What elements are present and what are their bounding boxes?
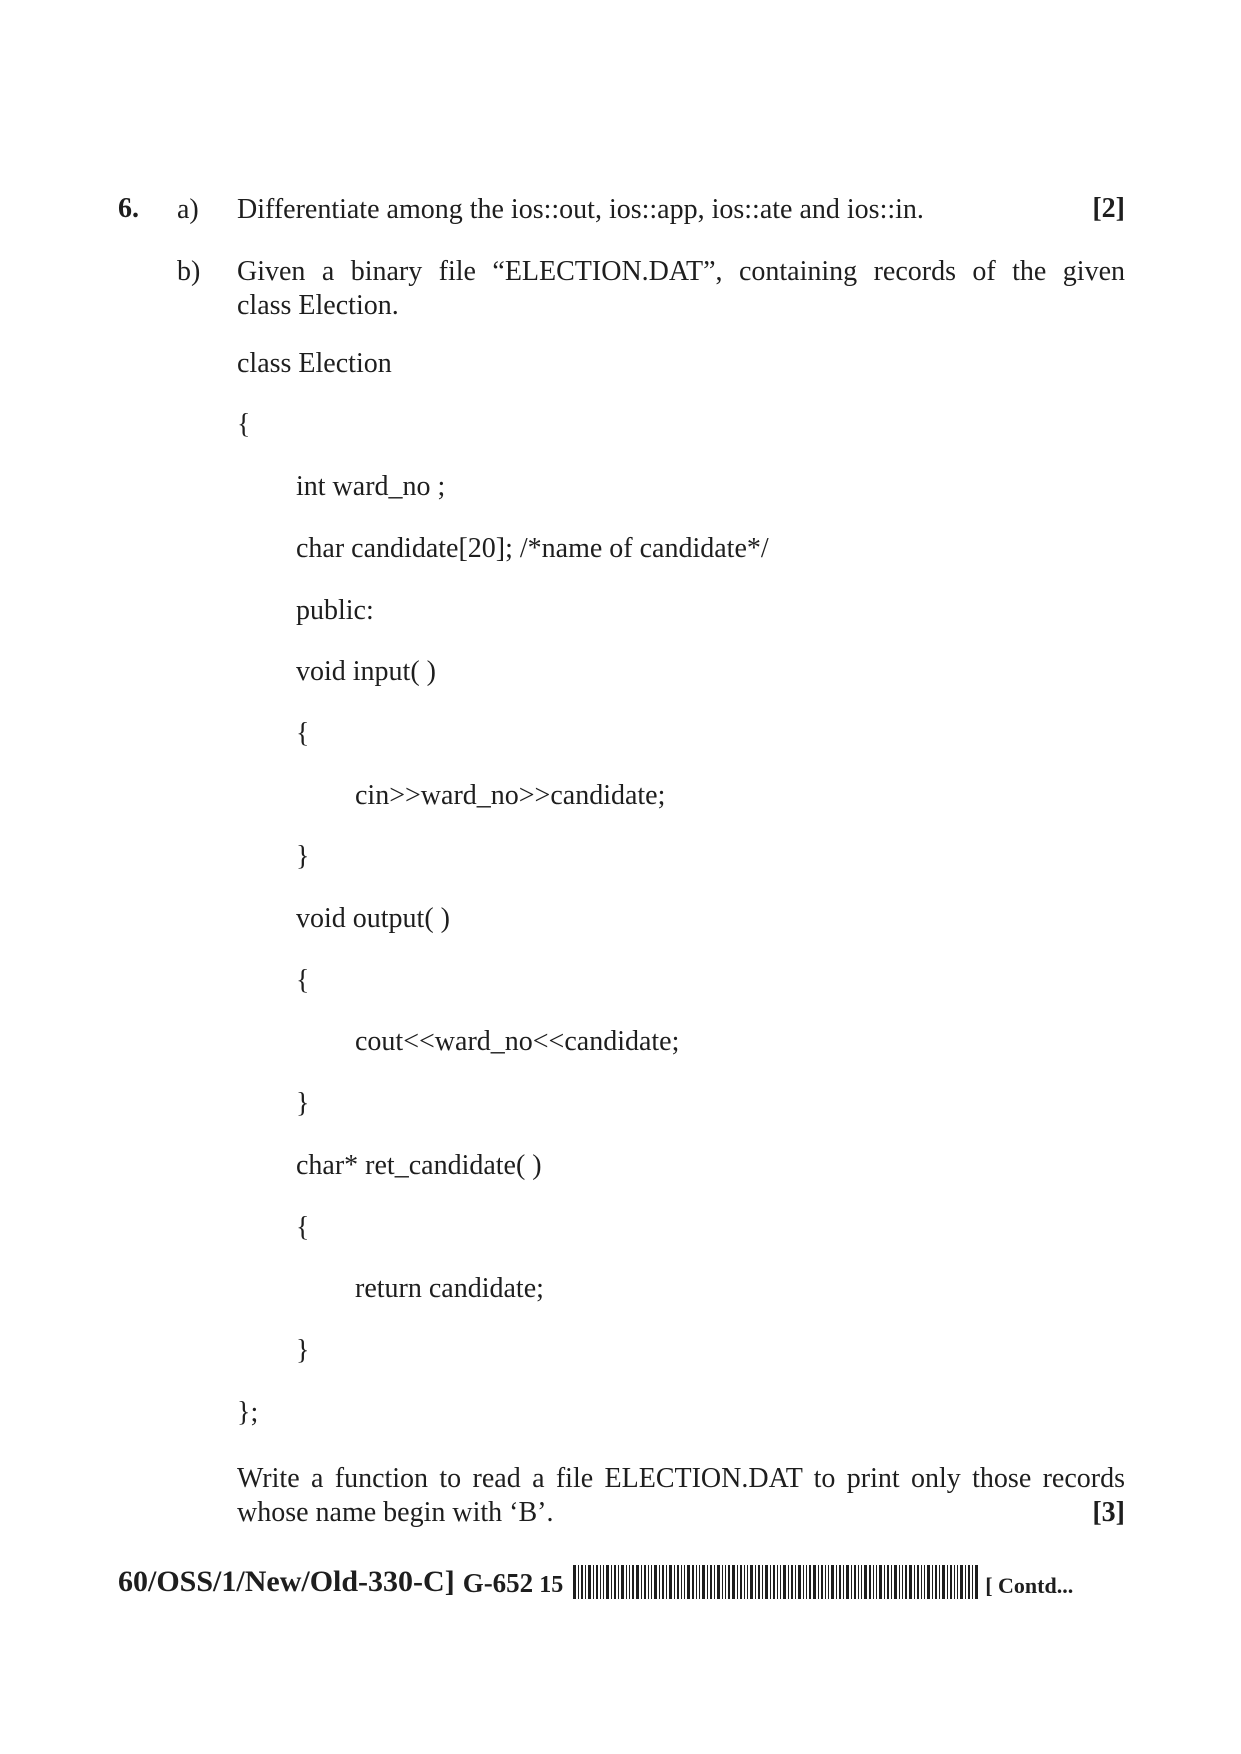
part-b-intro-line1: Given a binary file “ELECTION.DAT”, containing records of the given [237, 256, 1125, 287]
code-line: void output( ) [296, 903, 450, 934]
part-b-intro [237, 255, 1125, 323]
code-line: char* ret_candidate( ) [296, 1150, 542, 1181]
part-b-task-line1: Write a function to read a file ELECTION.DAT to print only those records [237, 1463, 1125, 1494]
part-b-task-line2: whose name begin with ‘B’. [237, 1497, 554, 1528]
code-line: { [237, 409, 251, 440]
part-b-task [237, 1462, 1125, 1530]
code-line: { [296, 718, 310, 749]
code-line: public: [296, 595, 374, 626]
part-b-marks: [3] [1092, 1497, 1125, 1528]
code-line: class Election [237, 348, 392, 379]
part-a-marks: [2] [1092, 193, 1125, 224]
series-code: G-652 [462, 1568, 534, 1598]
code-line: void input( ) [296, 656, 436, 687]
question-number: 6. [118, 193, 139, 224]
code-line: char candidate[20]; /*name of candidate*/ [296, 533, 769, 564]
continued-label: [ Contd... [985, 1573, 1074, 1598]
code-line: cout<<ward_no<<candidate; [355, 1026, 680, 1057]
part-a-label: a) [177, 194, 199, 225]
part-b-intro-line2: class Election. [237, 290, 399, 321]
paper-code: 60/OSS/1/New/Old-330-C] [118, 1565, 455, 1598]
code-line: } [296, 841, 310, 872]
code-line: int ward_no ; [296, 471, 446, 502]
page-footer [118, 1565, 1073, 1599]
code-line: cin>>ward_no>>candidate; [355, 780, 666, 811]
barcode-icon [573, 1565, 979, 1599]
code-line: } [296, 1088, 310, 1119]
code-line: { [296, 1212, 310, 1243]
part-a-text: Differentiate among the ios::out, ios::app, ios::ate and ios::in. [237, 194, 924, 225]
code-line: return candidate; [355, 1273, 544, 1304]
page-number: 15 [539, 1572, 564, 1598]
part-b-label: b) [177, 256, 201, 287]
code-line: }; [237, 1397, 259, 1428]
code-line: } [296, 1335, 310, 1366]
code-line: { [296, 965, 310, 996]
